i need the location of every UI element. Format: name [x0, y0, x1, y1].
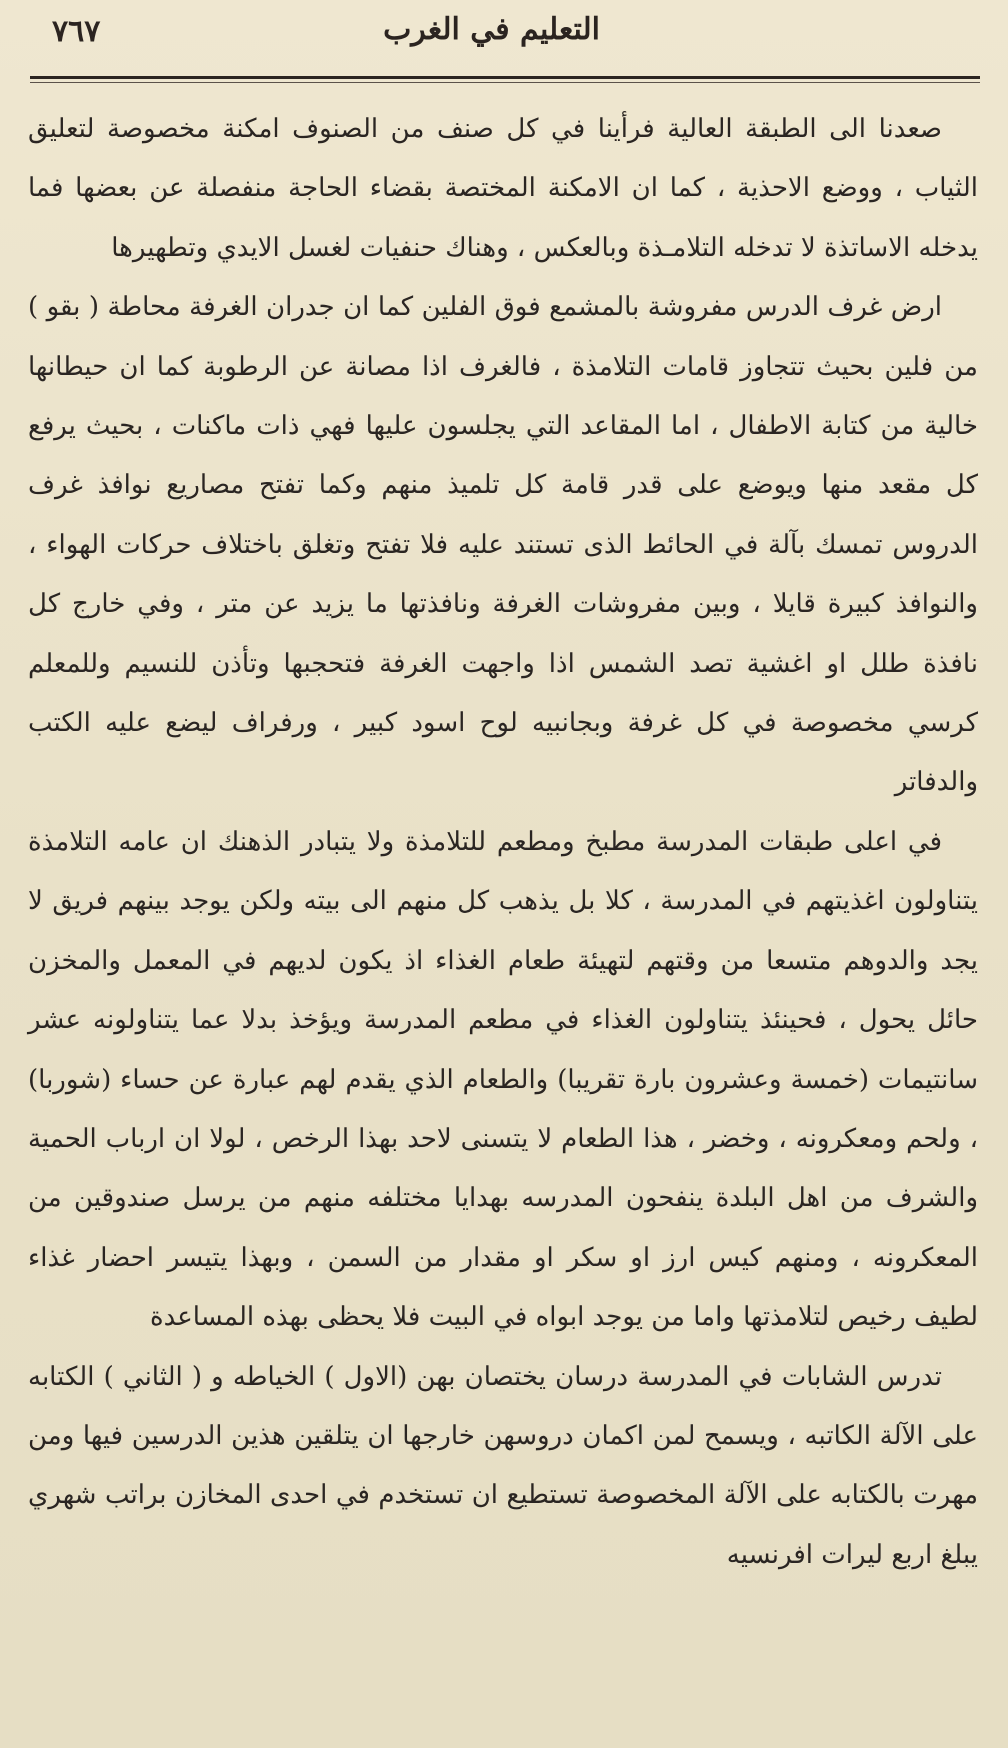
page-header: [30, 8, 980, 70]
header-rule-thin: [30, 82, 980, 83]
paragraph-upper-floor: صعدنا الى الطبقة العالية فرأينا في كل صنف من الصنوف امكنة مخصوصة لتعليق الثياب ، ووضع الاحذية ، كما ان الامكنة المختصة بقضاء الحاجة منفصلة عن بعضها فما يدخله الاساتذة لا تدخله التلامـذة وبالعكس ، وهناك حنفيات لغسل الايدي وتطهيرها: [28, 114, 978, 263]
page-number: ٧٦٧: [52, 14, 101, 49]
running-title: التعليم في الغرب: [383, 12, 600, 47]
paragraph-kitchen: في اعلى طبقات المدرسة مطبخ ومطعم للتلامذة ولا يتبادر الذهنك ان عامه التلامذة يتناولون اغذيتهم في المدرسة ، كلا بل يذهب كل منهم الى بيته ولكن يوجد بينهم فريق لا يجد والدوهم متسعا من وقتهم لتهيئة طعام الغذاء اذ يكون لديهم في المعمل والمخزن حائل يحول ، فحينئذ يتناولون الغذاء في مطعم المدرسة ويؤخذ بدلا عما يتناولونه عشر سانتيمات (خمسة وعشرون بارة تقريبا) والطعام الذي يقدم لهم عبارة عن حساء (شوربا) ، ولحم ومعكرونه ، وخضر ، هذا الطعام لا يتسنى لاحد بهذا الرخص ، لولا ان ارباب الحمية والشرف من اهل البلدة ينفحون المدرسه بهدايا مختلفه منهم من يرسل صندوقين من المعكرونه ، ومنهم كيس ارز او سكر او مقدار من السمن ، وبهذا يتيسر احضار غذاء لطيف رخيص لتلامذتها واما من يوجد ابواه في البيت فلا يحظى بهذه المساعدة: [28, 826, 978, 1333]
body-text: [28, 100, 978, 1720]
paragraph-girls-lessons: تدرس الشابات في المدرسة درسان يختصان بهن (الاول ) الخياطه و ( الثاني ) الكتابه على الآلة الكاتبه ، ويسمح لمن اكمان دروسهن خارجها ان يتلقين هذين الدرسين فيها ومن مهرت بالكتابه على الآلة المخصوصة تستطيع ان تستخدم في احدى المخازن براتب شهري يبلغ اربع ليرات افرنسيه: [28, 1361, 978, 1570]
header-rule: [30, 76, 980, 79]
paragraph-classrooms: ارض غرف الدرس مفروشة بالمشمع فوق الفلين كما ان جدران الغرفة محاطة ( بقو ) من فلين بحيث تتجاوز قامات التلامذة ، فالغرف اذا مصانة عن الرطوبة كما ان حيطانها خالية من كتابة الاطفال ، اما المقاعد التي يجلسون عليها فهي ذات ماكنات ، بحيث يرفع كل مقعد منها ويوضع على قدر قامة كل تلميذ منهم وكما تفتح مصاريع نوافذ غرف الدروس تمسك بآلة في الحائط الذى تستند عليه فلا تفتح وتغلق باختلاف حركات الهواء ، والنوافذ كبيرة قايلا ، وبين مفروشات الغرفة ونافذتها ما يزيد عن متر ، وفي خارج كل نافذة طلل او اغشية تصد الشمس اذا واجهت الغرفة فتحجبها وتأذن للنسيم وللمعلم كرسي مخصوصة في كل غرفة وبجانبيه لوح اسود كبير ، ورفراف ليضع عليه الكتب والدفاتر: [28, 292, 978, 798]
